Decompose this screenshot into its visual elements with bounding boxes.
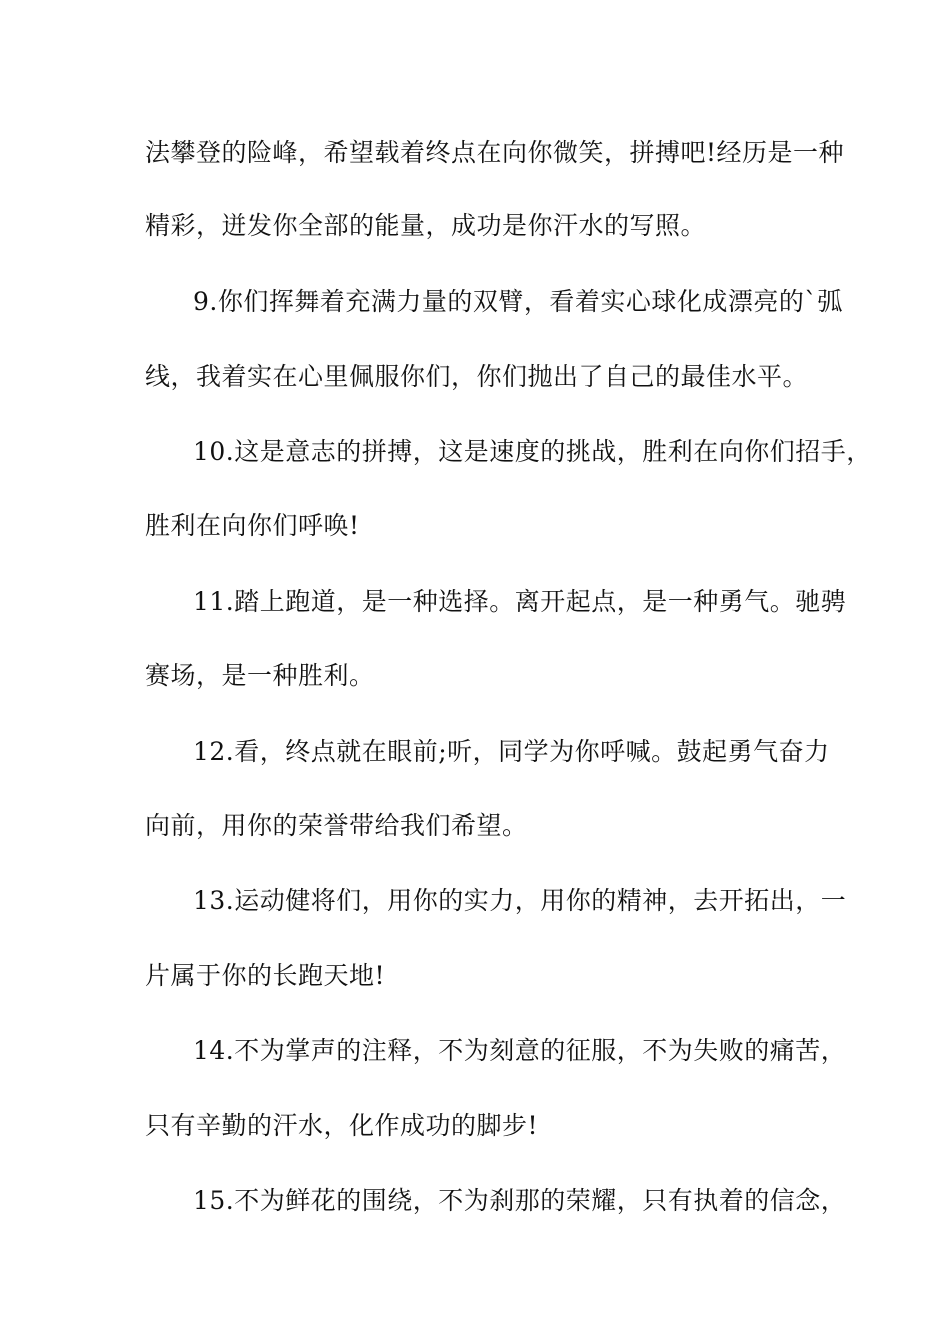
paragraph-13-start: 13.运动健将们，用你的实力，用你的精神，去开拓出，一: [193, 886, 847, 915]
text-line: 法攀登的险峰，希望载着终点在向你微笑，拼搏吧!经历是一种: [145, 138, 845, 167]
paragraph-15-start: 15.不为鲜花的围绕，不为刹那的荣耀，只有执着的信念，: [193, 1186, 847, 1215]
text-line: 胜利在向你们呼唤!: [145, 511, 360, 540]
text-line: 赛场，是一种胜利。: [145, 661, 375, 690]
paragraph-9-start: 9.你们挥舞着充满力量的双臂，看着实心球化成漂亮的`弧: [193, 287, 843, 316]
paragraph-14-start: 14.不为掌声的注释，不为刻意的征服，不为失败的痛苦，: [193, 1036, 847, 1065]
text-line: 片属于你的长跑天地!: [145, 961, 386, 990]
text-line: 精彩，迸发你全部的能量，成功是你汗水的写照。: [145, 211, 707, 240]
text-line: 线，我着实在心里佩服你们，你们抛出了自己的最佳水平。: [145, 362, 809, 391]
paragraph-10-start: 10.这是意志的拼搏，这是速度的挑战，胜利在向你们招手，: [193, 437, 872, 466]
paragraph-12-start: 12.看，终点就在眼前;听，同学为你呼喊。鼓起勇气奋力: [193, 737, 830, 766]
paragraph-11-start: 11.踏上跑道，是一种选择。离开起点，是一种勇气。驰骋: [193, 587, 847, 616]
text-line: 向前，用你的荣誉带给我们希望。: [145, 811, 528, 840]
text-line: 只有辛勤的汗水，化作成功的脚步!: [145, 1111, 539, 1140]
